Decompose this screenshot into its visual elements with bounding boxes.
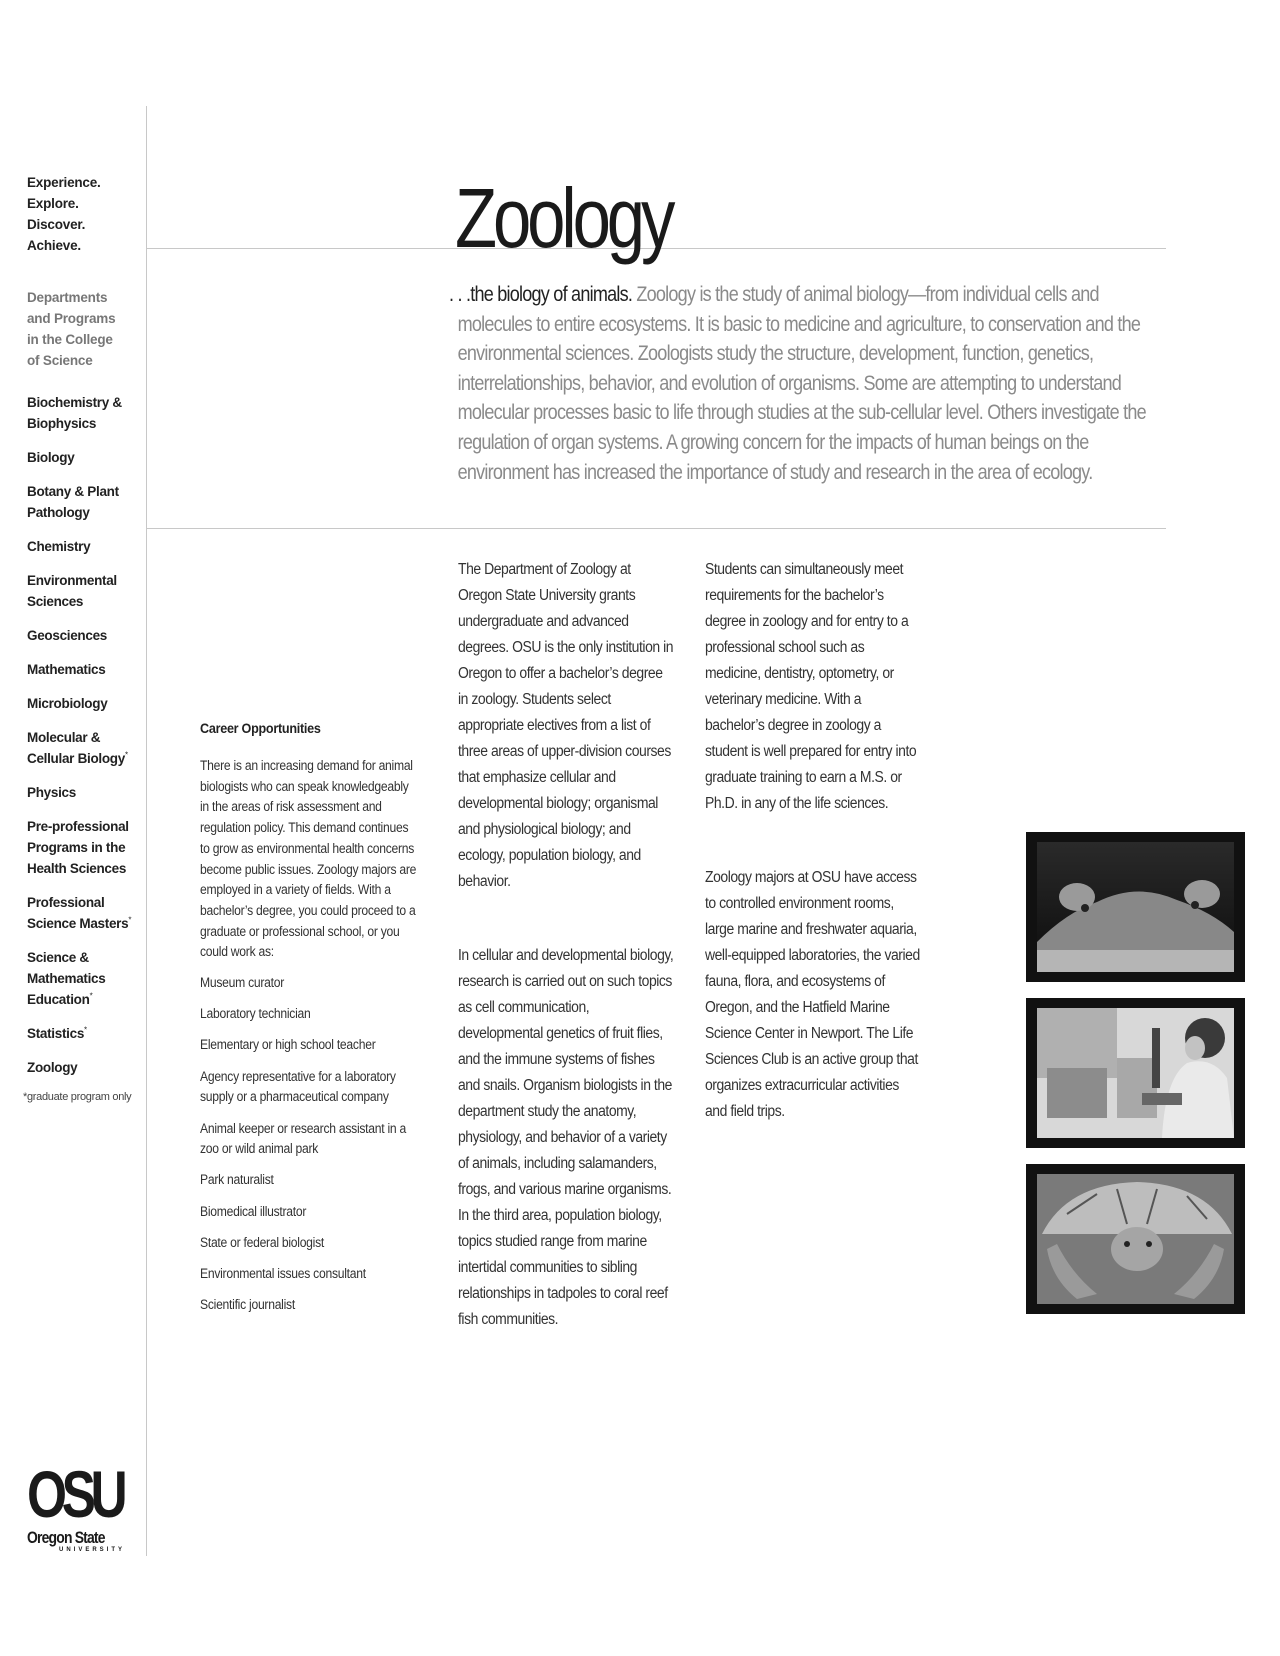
dept-label: Professional Science Masters (27, 895, 129, 931)
departments-heading (27, 287, 115, 371)
dept-label: Mathematics (27, 662, 106, 677)
dept-mathematics[interactable] (27, 659, 147, 680)
dept-label: Molecular & Cellular Biology (27, 730, 125, 766)
career-item: Scientific journalist (200, 1297, 295, 1313)
career-item: Environmental issues consultant (200, 1266, 366, 1282)
departments-heading-line: in the College (27, 332, 113, 347)
osu-logo-name: Oregon State (27, 1528, 105, 1547)
dept-chemistry[interactable] (27, 536, 147, 557)
department-list (23, 392, 147, 1103)
scientist-microscope-image (1037, 1008, 1234, 1138)
dept-zoology[interactable] (27, 1057, 147, 1078)
right-column (705, 557, 921, 1173)
departments-heading-line: of Science (27, 353, 93, 368)
dept-professional-science-masters[interactable] (27, 892, 147, 934)
intro-rule (146, 528, 1166, 529)
dept-environmental-sciences[interactable] (27, 570, 147, 612)
tagline-line: Explore. (27, 196, 79, 211)
career-item: Museum curator (200, 975, 285, 991)
dept-label: Zoology (27, 1060, 78, 1075)
middle-column (458, 557, 674, 1381)
dept-label: Chemistry (27, 539, 91, 554)
career-item: Biomedical illustrator (200, 1203, 307, 1219)
dept-label: Science & Mathematics Education (27, 950, 106, 1007)
dept-science-math-education[interactable] (27, 947, 147, 1010)
dept-physics[interactable] (27, 782, 147, 803)
dept-biology[interactable] (27, 447, 147, 468)
career-item: Elementary or high school teacher (200, 1037, 376, 1053)
dept-label: Botany & Plant Pathology (27, 484, 119, 520)
body-paragraph: In cellular and developmental biology, research is carried out on such topics as cell communication, developmental genetics of fruit flies, and the immune systems of fishes and snails. Organism biologists in the department study the anatomy, physiology, and behavior of a variety of animals, including salamanders, frogs, and various marine organisms. In the third area, population biology, topics studied range from marine intertidal communities to sibling relationships in tadpoles to coral reef fish communities. (458, 947, 674, 1328)
graduate-marker: * (128, 915, 132, 925)
dept-label: Physics (27, 785, 76, 800)
osu-logo-abbr: OSU (27, 1457, 123, 1531)
hippo-photo (1026, 832, 1245, 982)
career-item: Laboratory technician (200, 1006, 311, 1022)
dept-label: Pre-professional Programs in the Health Sciences (27, 819, 129, 876)
career-description: There is an increasing demand for animal biologists who can speak knowledgeably in the areas of risk assessment and regulation policy. This demand continues to grow as environmental health concerns become public issues. Zoology majors are employed in a variety of fields. With a bachelor’s degree, you could proceed to a graduate or professional school, or you could work as: (200, 758, 417, 960)
graduate-footnote: *graduate program only (23, 1091, 132, 1103)
intro-lead: . . .the biology of animals. (449, 283, 633, 306)
tagline-line: Experience. (27, 175, 101, 190)
body-paragraph: Students can simultaneously meet requirements for the bachelor’s degree in zoology and for entry to a professional school such as medicine, dentistry, optometry, or veterinary medicine. With a bachelor’s degree in zoology a student is well prepared for entry into graduate training to earn a M.S. or Ph.D. in any of the life sciences. (705, 561, 917, 812)
career-list (200, 973, 421, 1316)
career-opportunities (200, 720, 421, 1326)
tortoise-image (1037, 1174, 1234, 1304)
hippo-image (1037, 842, 1234, 972)
tortoise-photo (1026, 1164, 1245, 1314)
body-paragraph: Zoology majors at OSU have access to controlled environment rooms, large marine and freshwater aquaria, well-equipped laboratories, the varied fauna, flora, and ecosystems of Oregon, and the Hatfield Marine Science Center in Newport. The Life Sciences Club is an active group that organizes extracurricular activities and field trips. (705, 869, 920, 1120)
dept-label: Statistics (27, 1026, 85, 1041)
dept-label: Microbiology (27, 696, 108, 711)
career-item: Animal keeper or research assistant in a zoo or wild animal park (200, 1120, 406, 1157)
dept-label: Environmental Sciences (27, 573, 117, 609)
dept-pre-professional-health[interactable] (27, 816, 147, 879)
career-item: Agency representative for a laboratory supply or a pharmaceutical company (200, 1068, 396, 1105)
osu-logo (27, 1457, 149, 1553)
dept-botany-plant-pathology[interactable] (27, 481, 147, 523)
career-item: State or federal biologist (200, 1234, 325, 1250)
page-title: Zoology (455, 171, 672, 265)
tagline-line: Discover. (27, 217, 86, 232)
dept-microbiology[interactable] (27, 693, 147, 714)
osu-logo-university: UNIVERSITY (59, 1547, 126, 1553)
dept-geosciences[interactable] (27, 625, 147, 646)
graduate-marker: * (89, 991, 93, 1001)
graduate-marker: * (124, 750, 128, 760)
dept-molecular-cellular-biology[interactable] (27, 727, 147, 769)
intro-body: Zoology is the study of animal biology—from individual cells and molecules to entire ecosystems. It is basic to medicine and agriculture, to conservation and the environmental sciences. Zoologists study the structure, development, function, genetics, interrelationships, behavior, and evolution of organisms. Some are attempting to understand molecular processes basic to life through studies at the sub-cellular level. Others investigate the regulation of organ systems. A growing concern for the impacts of human beings on the environment has increased the importance of study and research in the area of ecology. (457, 283, 1146, 484)
career-heading: Career Opportunities (200, 720, 321, 736)
departments-heading-line: and Programs (27, 311, 116, 326)
dept-label: Biology (27, 450, 75, 465)
dept-label: Geosciences (27, 628, 108, 643)
departments-heading-line: Departments (27, 290, 108, 305)
career-item: Park naturalist (200, 1172, 274, 1188)
scientist-photo (1026, 998, 1245, 1148)
tagline (27, 172, 101, 256)
intro-paragraph (449, 280, 1163, 487)
dept-label: Biochemistry & Biophysics (27, 395, 122, 431)
dept-biochemistry-biophysics[interactable] (27, 392, 147, 434)
dept-statistics[interactable] (27, 1023, 147, 1044)
graduate-marker: * (84, 1025, 87, 1035)
tagline-line: Achieve. (27, 238, 81, 253)
body-paragraph: The Department of Zoology at Oregon State University grants undergraduate and advanced degrees. OSU is the only institution in Oregon to offer a bachelor’s degree in zoology. Students select appropriate electives from a list of three areas of upper-division courses that emphasize cellular and developmental biology; organismal and physiological biology; and ecology, population biology, and behavior. (458, 561, 674, 890)
